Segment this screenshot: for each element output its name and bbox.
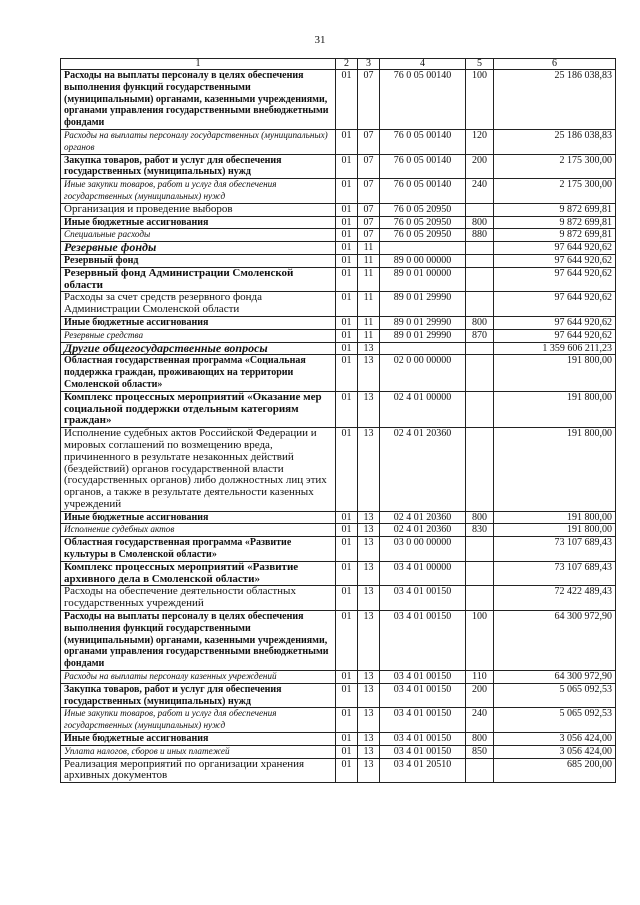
row-name: Иные закупки товаров, работ и услуг для обеспечения государственных (муниципальных) нужд [61,708,336,733]
section-code: 01 [336,428,358,512]
subsection-code: 13 [358,342,380,355]
row-name: Резервный фонд Администрации Смоленской области [61,267,336,292]
row-name: Расходы на выплаты персоналу в целях обеспечения выполнения функций государственными (муниципальными) органами, казенными учреждениями, органами управления государственными внебюджетными фондами [61,611,336,671]
amount: 191 800,00 [494,428,616,512]
expense-type-code [466,355,494,391]
table-row [61,129,616,154]
subsection-code: 13 [358,758,380,783]
amount: 191 800,00 [494,355,616,391]
amount: 97 644 920,62 [494,292,616,317]
expense-type-code [466,242,494,255]
row-name: Закупка товаров, работ и услуг для обеспечения государственных (муниципальных) нужд [61,154,336,179]
amount: 97 644 920,62 [494,242,616,255]
amount: 25 186 038,83 [494,129,616,154]
subsection-code: 11 [358,242,380,255]
target-article-code: 03 4 01 00150 [380,745,466,758]
row-name: Областная государственная программа «Развитие культуры в Смоленской области» [61,537,336,562]
row-name: Организация и проведение выборов [61,203,336,216]
table-row [61,267,616,292]
expense-type-code: 200 [466,154,494,179]
subsection-code: 13 [358,391,380,427]
table-row [61,254,616,267]
section-code: 01 [336,254,358,267]
expense-type-code [466,586,494,611]
section-code: 01 [336,154,358,179]
table-row [61,745,616,758]
row-name: Исполнение судебных актов Российской Федерации и мировых соглашений по возмещению вреда, причиненного в результате незаконных действий (бездействий) органов государственной власти (государственных органов) либо должностных лиц этих органов, а также в результате деятельности казенных учреждений [61,428,336,512]
row-name: Резервный фонд [61,254,336,267]
column-header: 6 [494,59,616,70]
subsection-code: 07 [358,216,380,229]
subsection-code: 07 [358,129,380,154]
amount: 97 644 920,62 [494,316,616,329]
section-code: 01 [336,355,358,391]
table-row [61,708,616,733]
section-code: 01 [336,329,358,342]
section-code: 01 [336,179,358,204]
expense-type-code [466,561,494,586]
section-code: 01 [336,316,358,329]
section-code: 01 [336,267,358,292]
section-code: 01 [336,733,358,746]
row-name: Расходы на обеспечение деятельности областных государственных учреждений [61,586,336,611]
table-row [61,683,616,708]
target-article-code: 76 0 05 00140 [380,154,466,179]
table-row [61,342,616,355]
section-code: 01 [336,391,358,427]
amount: 2 175 300,00 [494,154,616,179]
amount: 685 200,00 [494,758,616,783]
row-name: Закупка товаров, работ и услуг для обеспечения государственных (муниципальных) нужд [61,683,336,708]
subsection-code: 07 [358,154,380,179]
expense-type-code [466,428,494,512]
target-article-code: 02 4 01 20360 [380,524,466,537]
amount: 73 107 689,43 [494,537,616,562]
target-article-code: 03 0 00 00000 [380,537,466,562]
row-name: Комплекс процессных мероприятий «Оказание мер социальной поддержки отдельным категориям граждан» [61,391,336,427]
expense-type-code: 850 [466,745,494,758]
column-header: 4 [380,59,466,70]
budget-table [60,58,616,783]
section-code: 01 [336,242,358,255]
subsection-code: 11 [358,267,380,292]
subsection-code: 07 [358,70,380,130]
target-article-code: 76 0 05 20950 [380,203,466,216]
amount: 191 800,00 [494,511,616,524]
row-name: Расходы на выплаты персоналу казенных учреждений [61,671,336,684]
row-name: Уплата налогов, сборов и иных платежей [61,745,336,758]
section-code: 01 [336,229,358,242]
target-article-code: 76 0 05 00140 [380,179,466,204]
target-article-code: 03 4 01 00150 [380,708,466,733]
subsection-code: 11 [358,316,380,329]
expense-type-code [466,537,494,562]
target-article-code [380,242,466,255]
target-article-code: 76 0 05 00140 [380,70,466,130]
table-row [61,537,616,562]
section-code: 01 [336,511,358,524]
amount: 9 872 699,81 [494,216,616,229]
amount: 25 186 038,83 [494,70,616,130]
table-row [61,292,616,317]
target-article-code: 89 0 01 29990 [380,316,466,329]
row-name: Иные бюджетные ассигнования [61,316,336,329]
table-header-row [61,59,616,70]
expense-type-code: 800 [466,216,494,229]
row-name: Расходы на выплаты персоналу государственных (муниципальных) органов [61,129,336,154]
target-article-code: 89 0 00 00000 [380,254,466,267]
amount: 9 872 699,81 [494,203,616,216]
expense-type-code [466,292,494,317]
row-name: Резервные фонды [61,242,336,255]
subsection-code: 07 [358,229,380,242]
target-article-code: 02 0 00 00000 [380,355,466,391]
subsection-code: 07 [358,203,380,216]
row-name: Иные бюджетные ассигнования [61,733,336,746]
amount: 97 644 920,62 [494,254,616,267]
row-name: Комплекс процессных мероприятий «Развитие архивного дела в Смоленской области» [61,561,336,586]
amount: 73 107 689,43 [494,561,616,586]
section-code: 01 [336,758,358,783]
target-article-code: 76 0 05 20950 [380,229,466,242]
target-article-code: 02 4 01 00000 [380,391,466,427]
target-article-code: 03 4 01 00000 [380,561,466,586]
table-row [61,733,616,746]
section-code: 01 [336,203,358,216]
table-row [61,242,616,255]
amount: 1 359 606 211,23 [494,342,616,355]
section-code: 01 [336,561,358,586]
target-article-code: 03 4 01 00150 [380,586,466,611]
expense-type-code: 800 [466,733,494,746]
expense-type-code [466,758,494,783]
amount: 9 872 699,81 [494,229,616,242]
column-header: 5 [466,59,494,70]
amount: 3 056 424,00 [494,745,616,758]
subsection-code: 13 [358,524,380,537]
amount: 64 300 972,90 [494,611,616,671]
expense-type-code: 120 [466,129,494,154]
subsection-code: 13 [358,683,380,708]
table-row [61,524,616,537]
amount: 72 422 489,43 [494,586,616,611]
target-article-code: 02 4 01 20360 [380,428,466,512]
target-article-code: 89 0 01 29990 [380,292,466,317]
column-header: 3 [358,59,380,70]
amount: 191 800,00 [494,524,616,537]
amount: 3 056 424,00 [494,733,616,746]
expense-type-code [466,254,494,267]
table-row [61,154,616,179]
amount: 191 800,00 [494,391,616,427]
subsection-code: 11 [358,292,380,317]
table-row [61,511,616,524]
section-code: 01 [336,129,358,154]
table-row [61,671,616,684]
target-article-code: 03 4 01 00150 [380,683,466,708]
amount: 5 065 092,53 [494,683,616,708]
expense-type-code [466,391,494,427]
expense-type-code: 240 [466,708,494,733]
column-header: 1 [61,59,336,70]
subsection-code: 13 [358,537,380,562]
amount: 64 300 972,90 [494,671,616,684]
target-article-code: 03 4 01 00150 [380,733,466,746]
expense-type-code [466,267,494,292]
row-name: Иные бюджетные ассигнования [61,216,336,229]
target-article-code: 02 4 01 20360 [380,511,466,524]
row-name: Специальные расходы [61,229,336,242]
table-row [61,179,616,204]
row-name: Иные закупки товаров, работ и услуг для обеспечения государственных (муниципальных) нужд [61,179,336,204]
table-row [61,428,616,512]
table-row [61,316,616,329]
expense-type-code: 200 [466,683,494,708]
table-row [61,355,616,391]
table-row [61,611,616,671]
section-code: 01 [336,708,358,733]
row-name: Расходы за счет средств резервного фонда Администрации Смоленской области [61,292,336,317]
section-code: 01 [336,745,358,758]
amount: 2 175 300,00 [494,179,616,204]
section-code: 01 [336,586,358,611]
subsection-code: 11 [358,329,380,342]
table-row [61,586,616,611]
table-row [61,391,616,427]
subsection-code: 13 [358,733,380,746]
target-article-code [380,342,466,355]
subsection-code: 13 [358,355,380,391]
section-code: 01 [336,537,358,562]
row-name: Другие общегосударственные вопросы [61,342,336,355]
expense-type-code: 870 [466,329,494,342]
subsection-code: 13 [358,428,380,512]
table-row [61,70,616,130]
subsection-code: 13 [358,708,380,733]
section-code: 01 [336,342,358,355]
subsection-code: 07 [358,179,380,204]
expense-type-code: 830 [466,524,494,537]
subsection-code: 13 [358,586,380,611]
table-row [61,216,616,229]
table-row [61,758,616,783]
expense-type-code: 110 [466,671,494,684]
amount: 97 644 920,62 [494,329,616,342]
row-name: Иные бюджетные ассигнования [61,511,336,524]
expense-type-code: 100 [466,611,494,671]
section-code: 01 [336,611,358,671]
row-name: Областная государственная программа «Социальная поддержка граждан, проживающих на территории Смоленской области» [61,355,336,391]
section-code: 01 [336,683,358,708]
section-code: 01 [336,524,358,537]
expense-type-code: 240 [466,179,494,204]
amount: 5 065 092,53 [494,708,616,733]
target-article-code: 03 4 01 00150 [380,611,466,671]
page-number: 31 [314,34,326,46]
target-article-code: 76 0 05 20950 [380,216,466,229]
row-name: Резервные средства [61,329,336,342]
subsection-code: 11 [358,254,380,267]
amount: 97 644 920,62 [494,267,616,292]
table-row [61,561,616,586]
subsection-code: 13 [358,745,380,758]
expense-type-code: 100 [466,70,494,130]
row-name: Исполнение судебных актов [61,524,336,537]
column-header: 2 [336,59,358,70]
row-name: Реализация мероприятий по организации хранения архивных документов [61,758,336,783]
section-code: 01 [336,216,358,229]
target-article-code: 89 0 01 29990 [380,329,466,342]
expense-type-code [466,203,494,216]
target-article-code: 03 4 01 00150 [380,671,466,684]
target-article-code: 89 0 01 00000 [380,267,466,292]
subsection-code: 13 [358,611,380,671]
target-article-code: 03 4 01 20510 [380,758,466,783]
section-code: 01 [336,70,358,130]
expense-type-code [466,342,494,355]
section-code: 01 [336,671,358,684]
subsection-code: 13 [358,511,380,524]
target-article-code: 76 0 05 00140 [380,129,466,154]
expense-type-code: 880 [466,229,494,242]
table-row [61,203,616,216]
expense-type-code: 800 [466,316,494,329]
subsection-code: 13 [358,561,380,586]
expense-type-code: 800 [466,511,494,524]
subsection-code: 13 [358,671,380,684]
row-name: Расходы на выплаты персоналу в целях обеспечения выполнения функций государственными (муниципальными) органами, казенными учреждениями, органами управления государственными внебюджетными фондами [61,70,336,130]
section-code: 01 [336,292,358,317]
